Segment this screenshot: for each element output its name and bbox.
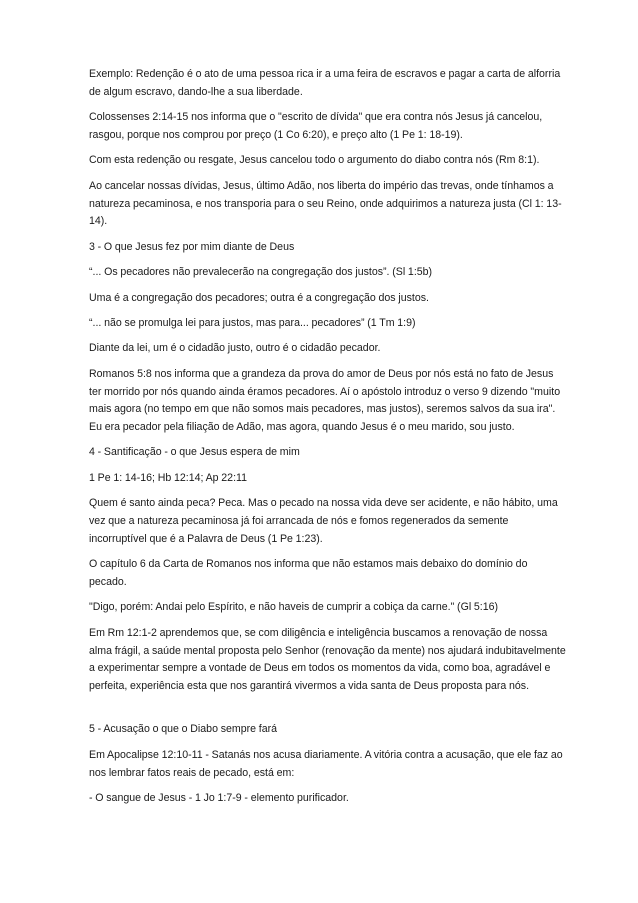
paragraph-revelation: Em Apocalipse 12:10-11 - Satanás nos acusa diariamente. A vitória contra a acusação, que ele faz ao nos lembrar fatos reais de pecado, está em: bbox=[89, 748, 563, 779]
paragraph-romans-12: Em Rm 12:1-2 aprendemos que, se com diligência e inteligência buscamos a renovação de nossa alma frágil, a saúde mental proposta pelo Senhor (renovação da mente) nos ajudará indubitavelmente a experimentar sempre a vontade de Deus em todos os momentos da vida, como boa, agradável e perfeita, experiência esta que nos garantirá vivermos a vida santa de Deus proposta para nós. bbox=[89, 626, 566, 693]
paragraph-blood-of-jesus: - O sangue de Jesus - 1 Jo 1:7-9 - elemento purificador. bbox=[89, 791, 349, 804]
paragraph-redemption-example: Exemplo: Redenção é o ato de uma pessoa rica ir a uma feira de escravos e pagar a carta de alforria de algum escravo, dando-lhe a sua liberdade. bbox=[89, 68, 561, 98]
paragraph-references: 1 Pe 1: 14-16; Hb 12:14; Ap 22:11 bbox=[89, 471, 248, 484]
paragraph-ransom: Com esta redenção ou resgate, Jesus cancelou todo o argumento do diabo contra nós (Rm 8:1). bbox=[89, 154, 540, 167]
paragraph-psalm-quote: “... Os pecadores não prevalecerão na congregação dos justos”. (Sl 1:5b) bbox=[89, 266, 433, 279]
paragraph-timothy-quote: “... não se promulga lei para justos, mas para... pecadores” (1 Tm 1:9) bbox=[89, 316, 416, 329]
paragraph-debts-cancelled: Ao cancelar nossas dívidas, Jesus, último Adão, nos liberta do império das trevas, onde tínhamos a natureza pecaminosa, e nos transporia para o seu Reino, onde adquirimos a natureza justa (Cl 1: 13-14). bbox=[89, 179, 562, 228]
paragraph-holy-sins: Quem é santo ainda peca? Peca. Mas o pecado na nossa vida deve ser acidente, e não hábito, uma vez que a natureza pecaminosa já foi arrancada de nós e fomos regenerados da semente incorruptível que é a Palavra de Deus (1 Pe 1:23). bbox=[89, 497, 558, 545]
document-body bbox=[89, 66, 567, 815]
section-heading-3: 3 - O que Jesus fez por mim diante de Deus bbox=[89, 240, 295, 253]
blank-line bbox=[89, 704, 567, 722]
paragraph-romans-6: O capítulo 6 da Carta de Romanos nos informa que não estamos mais debaixo do domínio do pecado. bbox=[89, 558, 528, 589]
section-heading-4: 4 - Santificação - o que Jesus espera de mim bbox=[89, 446, 300, 459]
paragraph-colossians: Colossenses 2:14-15 nos informa que o "escrito de dívida" que era contra nós Jesus já cancelou, rasgou, porque nos comprou por preço (1 Co 6:20), e preço alto (1 Pe 1: 18-19). bbox=[89, 111, 543, 141]
section-heading-5: 5 - Acusação o que o Diabo sempre fará bbox=[89, 723, 278, 736]
paragraph-romans-5: Romanos 5:8 nos informa que a grandeza da prova do amor de Deus por nós está no fato de Jesus ter morrido por nós quando ainda éramos pecadores. Aí o apóstolo introduz o verso 9 dizendo "muito mais agora (no tempo em que não somos mais pecadores, mas justos), seremos salvos da sua ira". Eu era pecador pela filiação de Adão, mas agora, quando Jesus é o meu marido, sou justo. bbox=[89, 367, 561, 434]
paragraph-galatians-quote: "Digo, porém: Andai pelo Espírito, e não haveis de cumprir a cobiça da carne." (Gl 5:16) bbox=[89, 601, 499, 614]
paragraph-congregations: Uma é a congregação dos pecadores; outra é a congregação dos justos. bbox=[89, 291, 429, 304]
paragraph-before-the-law: Diante da lei, um é o cidadão justo, outro é o cidadão pecador. bbox=[89, 342, 381, 355]
